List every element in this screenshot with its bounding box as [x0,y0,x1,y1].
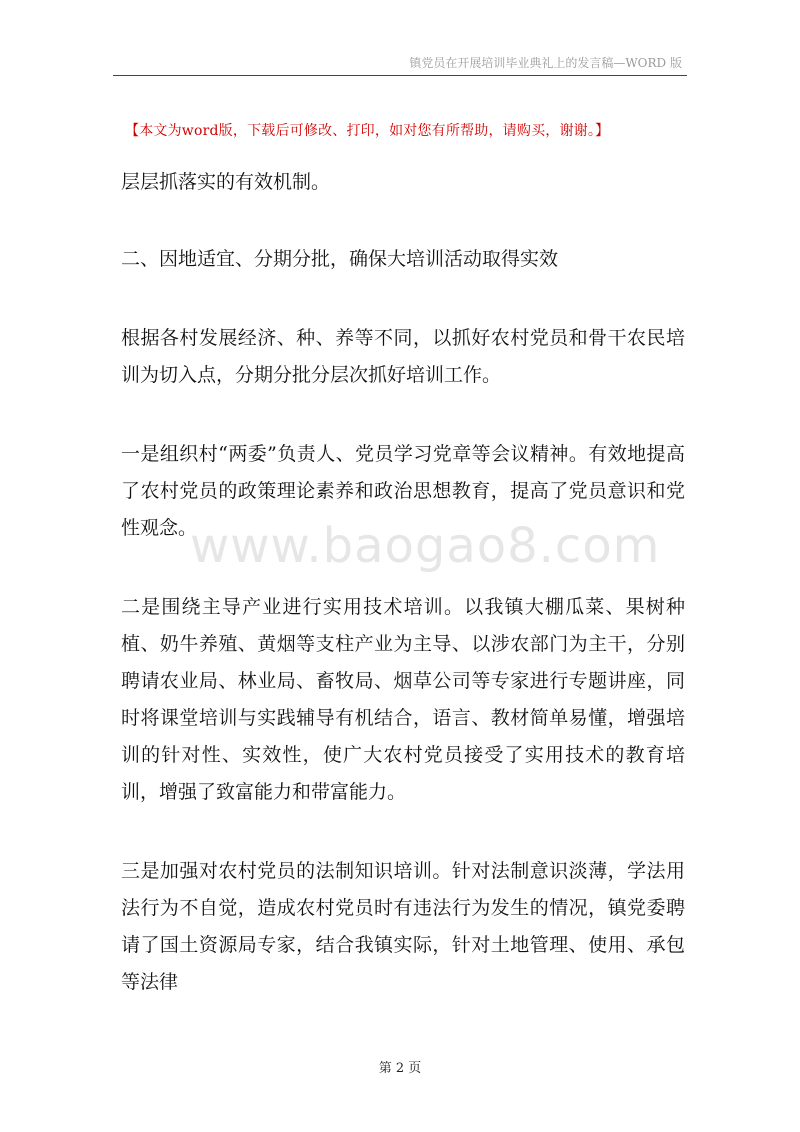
section-heading: 二、因地适宜、分期分批，确保大培训活动取得实效 [121,248,559,270]
paragraph: 三是加强对农村党员的法制知识培训。针对法制意识淡薄，学法用法行为不自觉，造成农村党员时有违法行为发生的情况，镇党委聘请了国土资源局专家，结合我镇实际，针对土地管理、使用、承包等法律 [121,860,685,993]
paragraph: 根据各村发展经济、种、养等不同，以抓好农村党员和骨干农民培训为切入点，分期分批分层次抓好培训工作。 [121,327,685,386]
document-body [121,164,685,1001]
purchase-notice: 【本文为word版，下载后可修改、打印，如对您有所帮助，请购买，谢谢。】 [125,123,610,139]
paragraph: 层层抓落实的有效机制。 [121,171,331,193]
watermark: www.baogao8.com [190,518,661,574]
paragraph: 二是围绕主导产业进行实用技术培训。以我镇大棚瓜菜、果树种植、奶牛养殖、黄烟等支柱产业为主导、以涉农部门为主干，分别聘请农业局、林业局、畜牧局、烟草公司等专家进行专题讲座，同时将课堂培训与实践辅导有机结合，语言、教材简单易懂，增强培训的针对性、实效性，使广大农村党员接受了实用技术的教育培训，增强了致富能力和带富能力。 [121,596,685,803]
document-header-title: 镇党员在开展培训毕业典礼上的发言稿—WORD 版 [409,56,682,70]
page-number: 第 2 页 [378,1061,422,1076]
paragraph: 一是组织村“两委”负责人、党员学习党章等会议精神。有效地提高了农村党员的政策理论素养和政治思想教育，提高了党员意识和党性观念。 [121,443,685,539]
header-divider [113,75,687,76]
